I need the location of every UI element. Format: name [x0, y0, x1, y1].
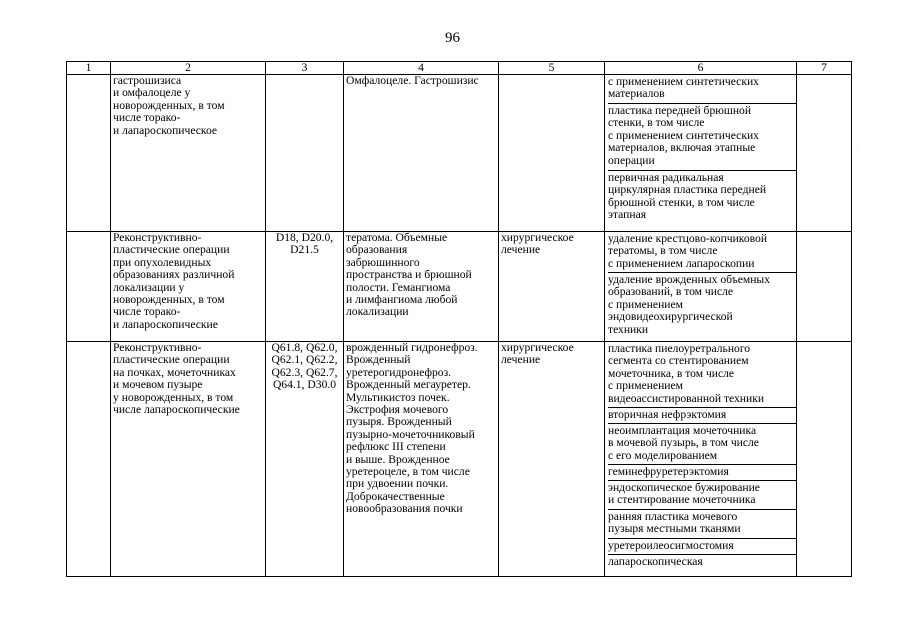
page-number: 96: [445, 30, 460, 46]
method-text: с применением синтетических материалов: [608, 75, 759, 101]
column-number: 4: [344, 62, 499, 75]
cell-treatment-type: [499, 75, 605, 232]
document-table-container: [66, 61, 851, 576]
column-number: 3: [266, 62, 344, 75]
method-item: [608, 481, 796, 510]
method-item: [608, 408, 796, 424]
column-number: 1: [67, 62, 111, 75]
table-row-gastroschisis: [67, 75, 852, 232]
group-name-text: Реконструктивно- пластические операции при опухолевидных образованиях различной локализации у новорожденных, в том числе торако- и лапароскопические: [113, 231, 235, 331]
method-item: [608, 555, 796, 569]
icd-codes-text: Q61.8, Q62.0, Q62.1, Q62.2, Q62.3, Q62.7, Q64.1, D30.0: [271, 341, 338, 392]
group-name-text: гастрошизиса и омфалоцеле у новорожденных, в том числе торако- и лапароскопическое: [113, 74, 225, 137]
document-table: [66, 61, 852, 577]
cell-methods: [605, 75, 797, 232]
group-name-text: Реконструктивно- пластические операции на почках, мочеточниках и мочевом пузыре у новорожденных, в том числе лапароскопические: [113, 341, 240, 417]
method-item: [608, 465, 796, 481]
method-text: вторичная нефрэктомия: [608, 408, 727, 421]
cell-icd-codes: [266, 342, 344, 577]
method-item: [608, 424, 796, 465]
method-text: пластика пиелоуретрального сегмента со стентированием мочеточника, в том числе с применением видеоассистированной техники: [608, 342, 765, 405]
column-number-row: [67, 62, 852, 75]
treatment-type-text: хирургическое лечение: [501, 341, 574, 367]
cell-icd-codes: [266, 75, 344, 232]
cell-col1: [67, 75, 111, 232]
icd-codes-text: D18, D20.0, D21.5: [275, 231, 334, 257]
treatment-type-text: хирургическое лечение: [501, 231, 574, 257]
cell-treatment-type: [499, 342, 605, 577]
cell-diagnosis: [344, 75, 499, 232]
table-row-tumor-like: [67, 232, 852, 342]
cell-col1: [67, 342, 111, 577]
method-item: [608, 539, 796, 555]
method-text: удаление крестцово-копчиковой тератомы, в том числе с применением лапароскопии: [608, 232, 768, 270]
method-text: первичная радикальная циркулярная пластика передней брюшной стенки, в том числе этапная: [608, 171, 767, 222]
cell-diagnosis: [344, 342, 499, 577]
cell-diagnosis: [344, 232, 499, 342]
method-text: эндоскопическое бужирование и стентирование мочеточника: [608, 481, 760, 507]
method-item: [608, 171, 796, 223]
method-item: [608, 342, 796, 408]
cell-col7: [797, 75, 852, 232]
cell-group-name: [111, 75, 266, 232]
method-text: геминефруретерэктомия: [608, 465, 729, 478]
diagnosis-text: тератома. Объемные образования забрюшинного пространства и брюшной полости. Гемангиома и лимфангиома любой локализации: [346, 231, 472, 319]
cell-methods: [605, 232, 797, 342]
cell-col7: [797, 342, 852, 577]
method-item: [608, 75, 796, 104]
cell-group-name: [111, 232, 266, 342]
method-text: лапароскопическая: [608, 555, 703, 568]
column-number: 7: [797, 62, 852, 75]
method-item: [608, 510, 796, 539]
method-item: [608, 273, 796, 337]
column-number: 2: [111, 62, 266, 75]
cell-icd-codes: [266, 232, 344, 342]
diagnosis-text: Омфалоцеле. Гастрошизис: [346, 74, 479, 87]
method-text: неоимплантация мочеточника в мочевой пузырь, в том числе с его моделированием: [608, 424, 759, 462]
method-text: удаление врожденных объемных образований, в том числе с применением эндовидеохирургической техники: [608, 273, 771, 336]
table-row-kidneys: [67, 342, 852, 577]
column-number: 6: [605, 62, 797, 75]
cell-treatment-type: [499, 232, 605, 342]
method-item: [608, 232, 796, 273]
method-text: пластика передней брюшной стенки, в том числе с применением синтетических материалов, включая этапные операции: [608, 104, 759, 167]
cell-col7: [797, 232, 852, 342]
cell-group-name: [111, 342, 266, 577]
column-number: 5: [499, 62, 605, 75]
cell-methods: [605, 342, 797, 577]
diagnosis-text: врожденный гидронефроз. Врожденный уретерогидронефроз. Врожденный мегауретер. Мультикистоз почек. Экстрофия мочевого пузыря. Врожденный пузырно-мочеточниковый рефлюкс III степени и выше. Врожденное уретероцеле, в том числе при удвоении почки. Доброкачественные новообразования почки: [346, 341, 478, 516]
cell-col1: [67, 232, 111, 342]
method-text: ранняя пластика мочевого пузыря местными тканями: [608, 510, 741, 536]
scan-speck: ·: [856, 146, 859, 155]
method-item: [608, 104, 796, 171]
method-text: уретероилеосигмостомия: [608, 539, 734, 552]
